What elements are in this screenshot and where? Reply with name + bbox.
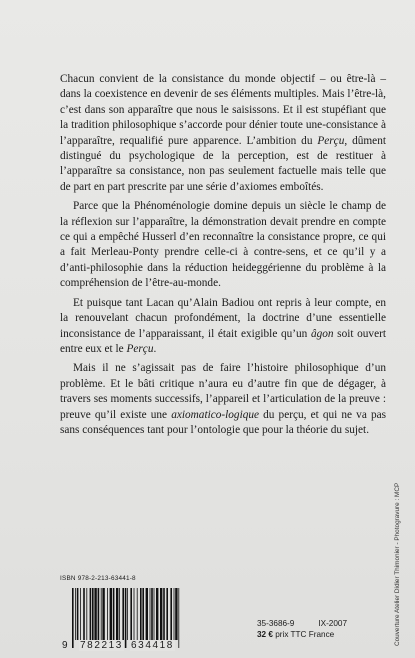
blurb-text bbox=[60, 72, 386, 438]
barcode-bar bbox=[86, 588, 87, 640]
barcode-bar bbox=[163, 588, 165, 640]
text-run: . bbox=[153, 342, 157, 355]
text-run: Et puisque tant Lacan qu’Alain Badiou ont repris à leur compte, en la renouvelant chacun profondément, la doctrine d’une essentielle inconsistance de l’apparaissant, il était exigible qu’un bbox=[60, 296, 386, 340]
barcode-bar bbox=[137, 588, 138, 640]
barcode-bar bbox=[150, 588, 151, 640]
isbn-label: ISBN 978-2-213-63441-8 bbox=[60, 575, 136, 582]
barcode-bar bbox=[127, 588, 128, 640]
barcode-bar bbox=[110, 588, 112, 640]
paragraph bbox=[60, 296, 386, 358]
text-run: Mais il ne s’agissait pas de faire l’histoire philosophique d’un problème. Et le bâti critique n’aura eu d’autre fin que de dégager, à travers ses moments successifs, l’appareil et l’articulation de la preuve : preuve qu’il existe une bbox=[60, 362, 386, 421]
barcode-bar bbox=[134, 588, 135, 640]
barcode-bar bbox=[77, 588, 79, 640]
print-date: IX-2007 bbox=[318, 619, 348, 628]
barcode-bar bbox=[160, 588, 162, 640]
barcode-right-digits: 634418 bbox=[131, 640, 174, 651]
barcode-bar bbox=[175, 588, 177, 640]
barcode-bar bbox=[107, 588, 108, 640]
paragraph bbox=[60, 199, 386, 291]
barcode-bar bbox=[156, 588, 158, 640]
text-run: du perçu, et qui ne va pas sans conséquences tant pour l’ontologie que pour la théorie du sujet. bbox=[60, 408, 386, 436]
barcode-bar bbox=[83, 588, 85, 640]
italic-text: âgon bbox=[310, 327, 334, 340]
text-run: soit ouvert entre eux et le bbox=[60, 327, 386, 355]
barcode-bar bbox=[119, 588, 120, 640]
text-run: , dûment distingué du psychologique de la perception, est de restituer à l’apparaître sa consistance, non pas seulement factuelle mais telle que de part en part prescrite par une série d’axiomes emboîtés. bbox=[60, 134, 386, 193]
cover-credit: Couverture Atelier Didier Thimonier - Photogravure : MCP bbox=[394, 482, 401, 646]
barcode-bar bbox=[140, 588, 142, 640]
barcode-bar bbox=[113, 588, 115, 640]
barcode bbox=[72, 588, 182, 648]
barcode-bar bbox=[80, 588, 81, 640]
text-run: Parce que la Phénoménologie domine depuis un siècle le champ de la réflexion sur l’apparaître, la démonstration devait prendre en compte ce qui a empêché Husserl d’en reconnaître la consistance propre, ce qui a fait Merleau-Ponty prendre celle-ci à contre-sens, et ce qu’il y a d’anti-philosophie dans la réduction heideggérienne du problème à la compréhension de l’être-au-monde. bbox=[60, 200, 386, 290]
barcode-bar bbox=[142, 588, 144, 640]
publisher-info bbox=[257, 618, 347, 640]
barcode-bar bbox=[178, 588, 179, 648]
italic-text: Perçu bbox=[126, 342, 154, 355]
price: 32 € bbox=[257, 630, 273, 639]
barcode-bar bbox=[125, 588, 127, 648]
barcode-bar bbox=[154, 588, 155, 640]
barcode-bar bbox=[101, 588, 102, 640]
barcode-bar bbox=[116, 588, 118, 640]
barcode-bar bbox=[130, 588, 132, 640]
barcode-bar bbox=[151, 588, 153, 640]
barcode-bar bbox=[92, 588, 94, 640]
paragraph bbox=[60, 72, 386, 195]
barcode-bar bbox=[174, 588, 175, 640]
italic-text: axiomatico-logique bbox=[171, 408, 260, 421]
barcode-first-digit: 9 bbox=[62, 640, 68, 651]
barcode-bar bbox=[75, 588, 76, 640]
price-label: prix TTC France bbox=[275, 630, 335, 639]
paragraph bbox=[60, 361, 386, 438]
text-run: Chacun convient de la consistance du monde objectif – ou être-là – dans la coexistence en devenir de ses éléments multiples. Mais l’être-là, c’est dans son apparaître que nous le saisissons. Et il est stupéfiant que la tradition philosophique s’accorde pour dénier toute une-consistance à l’apparaître, requalifié pure apparence. L’ambition du bbox=[60, 73, 386, 147]
barcode-bar bbox=[72, 588, 74, 648]
barcode-left-digits: 782213 bbox=[80, 640, 123, 651]
barcode-bar bbox=[90, 588, 92, 640]
barcode-bar bbox=[102, 588, 104, 640]
barcode-bar bbox=[166, 588, 168, 640]
barcode-bar bbox=[98, 588, 100, 640]
barcode-bar bbox=[146, 588, 148, 640]
barcode-bar bbox=[122, 588, 124, 640]
barcode-bar bbox=[170, 588, 172, 640]
barcode-bar bbox=[94, 588, 96, 640]
italic-text: Perçu bbox=[317, 134, 345, 147]
product-code: 35-3686-9 bbox=[257, 619, 295, 628]
